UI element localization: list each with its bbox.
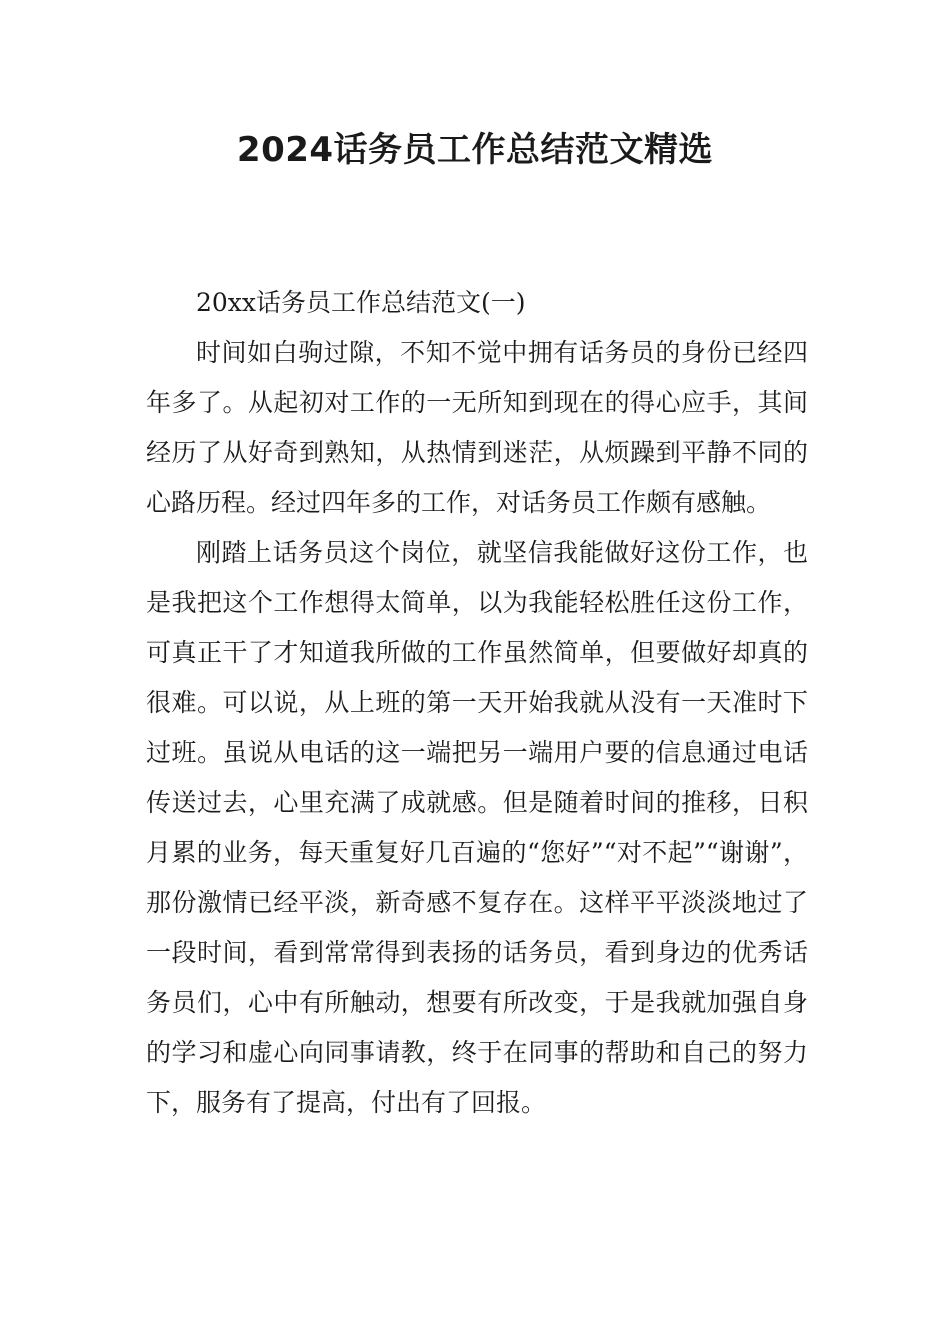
- document-title: 2024话务员工作总结范文精选: [236, 130, 714, 170]
- section-subtitle: 20xx话务员工作总结范文(一): [196, 288, 526, 317]
- paragraph-2: 刚踏上话务员这个岗位，就坚信我能做好这份工作，也是我把这个工作想得太简单，以为我能轻松胜任这份工作，可真正干了才知道我所做的工作虽然简单，但要做好却真的很难。可以说，从上班的第一天开始我就从没有一天准时下过班。虽说从电话的这一端把另一端用户要的信息通过电话传送过去，心里充满了成就感。但是随着时间的推移，日积月累的业务，每天重复好几百遍的“您好”“对不起”“谢谢”，那份激情已经平淡，新奇感不复存在。这样平平淡淡地过了一段时间，看到常常得到表扬的话务员，看到身边的优秀话务员们，心中有所触动，想要有所改变，于是我就加强自身的学习和虚心向同事请教，终于在同事的帮助和自己的努力下，服务有了提高，付出有了回报。: [146, 538, 808, 1117]
- document-body: [146, 278, 808, 1128]
- paragraph-1: 时间如白驹过隙，不知不觉中拥有话务员的身份已经四年多了。从起初对工作的一无所知到现在的得心应手，其间经历了从好奇到熟知，从热情到迷茫，从烦躁到平静不同的心路历程。经过四年多的工作，对话务员工作颇有感触。: [146, 338, 808, 517]
